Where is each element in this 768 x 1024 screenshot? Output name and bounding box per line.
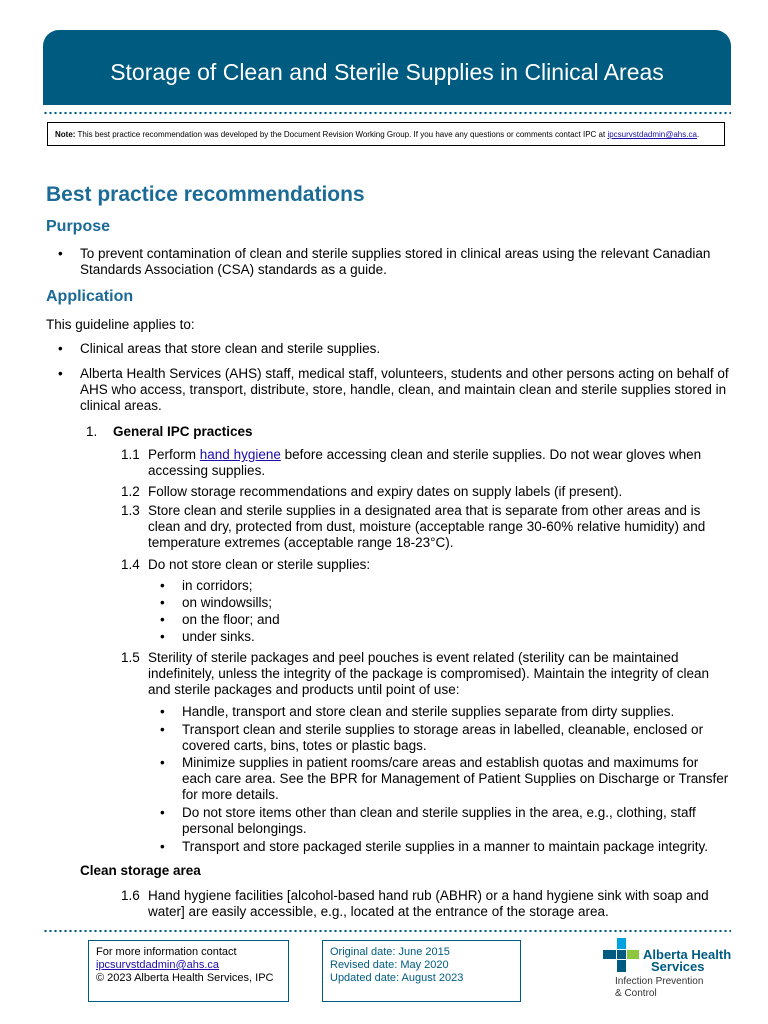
logo-text-line2: Services bbox=[651, 959, 705, 974]
bullet-dot: • bbox=[58, 366, 63, 381]
section-title: Best practice recommendations bbox=[46, 183, 365, 206]
item-text: before accessing clean and sterile supplies. Do not wear gloves when accessing supplies. bbox=[148, 447, 702, 478]
item-text: Hand hygiene facilities [alcohol-based hand rub (ABHR) or a hand hygiene sink with soap and water] are easily accessible, e.g., located at the entrance of the storage area. bbox=[148, 888, 709, 919]
sub-bullet bbox=[160, 629, 255, 645]
note-email-link[interactable]: ipcsurvstdadmin@ahs.ca bbox=[607, 130, 697, 139]
note-box bbox=[47, 122, 725, 146]
bullet-dot: • bbox=[160, 704, 165, 719]
logo-subtext-line1: Infection Prevention bbox=[615, 976, 704, 987]
note-end: . bbox=[696, 130, 700, 139]
bullet-dot: • bbox=[58, 341, 63, 356]
sub-bullet-text: Handle, transport and store clean and sterile supplies separate from dirty supplies. bbox=[182, 704, 675, 719]
item-number: 1.4 bbox=[121, 557, 140, 572]
sub-bullet-text: Minimize supplies in patient rooms/care areas and establish quotas and maximums for each care area. See the BPR for Management of Patient Supplies on Discharge or Transfer for more details. bbox=[182, 755, 729, 802]
sub-bullet bbox=[160, 578, 253, 594]
sub-bullet bbox=[160, 704, 730, 720]
item-text: Perform bbox=[148, 447, 197, 462]
revised-date: Revised date: May 2020 bbox=[330, 959, 449, 971]
document-header bbox=[43, 30, 731, 105]
item-number: 1.5 bbox=[121, 650, 140, 665]
item-1-2 bbox=[121, 484, 730, 500]
application-intro: This guideline applies to: bbox=[46, 317, 195, 332]
bullet-dot: • bbox=[160, 755, 165, 770]
sub-bullet-text: in corridors; bbox=[182, 578, 253, 593]
logo-subtext-line2: & Control bbox=[615, 988, 657, 999]
bullet-dot: • bbox=[160, 612, 165, 627]
sub-bullet bbox=[160, 612, 280, 628]
sub-bullet-text: Do not store items other than clean and sterile supplies in the area, e.g., clothing, staff personal belongings. bbox=[182, 805, 696, 836]
header-dotted-divider bbox=[43, 111, 731, 115]
purpose-bullet bbox=[58, 246, 730, 278]
sub-bullet bbox=[160, 722, 730, 754]
list-number: 1. bbox=[86, 424, 98, 439]
updated-date: Updated date: August 2023 bbox=[330, 972, 464, 984]
application-bullet bbox=[58, 366, 730, 414]
note-text: This best practice recommendation was developed by the Document Revision Working Group. If you have any questions or comments contact IPC at bbox=[77, 130, 606, 139]
application-bullet-text: Clinical areas that store clean and sterile supplies. bbox=[80, 341, 381, 356]
item-number: 1.2 bbox=[121, 484, 140, 499]
original-date: Original date: June 2015 bbox=[330, 946, 450, 958]
sub-bullet bbox=[160, 839, 730, 855]
footer-dates-box bbox=[322, 940, 521, 1002]
application-heading: Application bbox=[46, 288, 134, 305]
ahs-logo bbox=[603, 938, 733, 1002]
item-1-1 bbox=[121, 447, 730, 479]
footer-dotted-divider bbox=[43, 929, 731, 933]
clean-storage-heading: Clean storage area bbox=[80, 863, 201, 878]
bullet-dot: • bbox=[160, 629, 165, 644]
copyright-text: © 2023 Alberta Health Services, IPC bbox=[96, 972, 274, 984]
purpose-bullet-text: To prevent contamination of clean and sterile supplies stored in clinical areas using the relevant Canadian Standards Association (CSA) standards as a guide. bbox=[80, 246, 711, 277]
item-1-6 bbox=[121, 888, 730, 920]
item-number: 1.3 bbox=[121, 503, 140, 518]
contact-label: For more information contact bbox=[96, 946, 237, 958]
item-1-5 bbox=[121, 650, 730, 698]
application-bullet-text: Alberta Health Services (AHS) staff, medical staff, volunteers, students and other persons acting on behalf of AHS who access, transport, distribute, store, handle, clean, and maintain clean and sterile supplies stored in clinical areas. bbox=[80, 366, 729, 413]
bullet-dot: • bbox=[160, 805, 165, 820]
purpose-heading: Purpose bbox=[46, 218, 111, 235]
item-text: Store clean and sterile supplies in a designated area that is separate from other areas and is clean and dry, protected from dust, moisture (acceptable range 30-60% relative humidity) and temperature extremes (acceptable range 18-23°C). bbox=[148, 503, 706, 550]
hand-hygiene-link[interactable]: hand hygiene bbox=[199, 447, 281, 462]
sub-bullet bbox=[160, 805, 730, 837]
item-text: Follow storage recommendations and expiry dates on supply labels (if present). bbox=[148, 484, 623, 499]
footer-contact-box bbox=[88, 940, 289, 1002]
note-label: Note: bbox=[55, 130, 76, 139]
sub-bullet-text: Transport clean and sterile supplies to storage areas in labelled, cleanable, enclosed or covered carts, bins, totes or plastic bags. bbox=[182, 722, 704, 753]
sub-bullet-text: on windowsills; bbox=[182, 595, 273, 610]
general-ipc-title: General IPC practices bbox=[113, 424, 253, 439]
bullet-dot: • bbox=[160, 839, 165, 854]
logo-text-line1: Alberta Health bbox=[643, 947, 732, 962]
document-title: Storage of Clean and Sterile Supplies in Clinical Areas bbox=[110, 59, 664, 85]
contact-email-link[interactable]: ipcsurvstdadmin@ahs.ca bbox=[96, 959, 220, 971]
sub-bullet-text: on the floor; and bbox=[182, 612, 280, 627]
sub-bullet-text: Transport and store packaged sterile supplies in a manner to maintain package integrity. bbox=[182, 839, 709, 854]
item-1-4 bbox=[121, 557, 730, 573]
bullet-dot: • bbox=[160, 578, 165, 593]
item-number: 1.1 bbox=[121, 447, 140, 462]
bullet-dot: • bbox=[160, 722, 165, 737]
bullet-dot: • bbox=[58, 246, 63, 261]
sub-bullet bbox=[160, 595, 273, 611]
item-text: Sterility of sterile packages and peel pouches is event related (sterility can be maintained indefinitely, unless the integrity of the package is compromised). Maintain the integrity of clean and sterile packages and products until point of use: bbox=[148, 650, 710, 697]
item-number: 1.6 bbox=[121, 888, 140, 903]
ahs-cross-icon bbox=[603, 938, 639, 972]
bullet-dot: • bbox=[160, 595, 165, 610]
item-text: Do not store clean or sterile supplies: bbox=[148, 557, 371, 572]
item-1-3 bbox=[121, 503, 732, 551]
general-ipc-heading bbox=[86, 424, 253, 440]
sub-bullet-text: under sinks. bbox=[182, 629, 255, 644]
sub-bullet bbox=[160, 755, 730, 803]
application-bullet bbox=[58, 341, 730, 357]
